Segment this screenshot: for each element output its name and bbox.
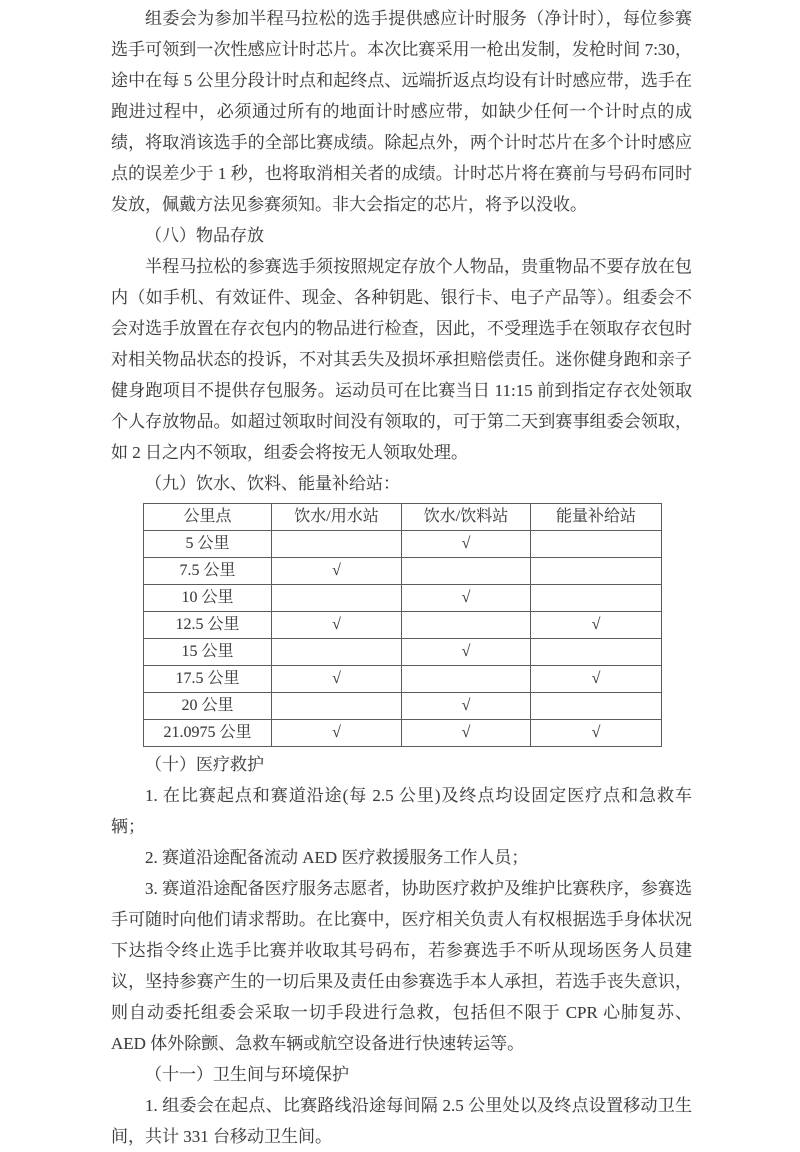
table-row bbox=[144, 558, 662, 585]
paragraph-item-storage: 半程马拉松的参赛选手须按照规定存放个人物品，贵重物品不要存放在包内（如手机、有效证件、现金、各种钥匙、银行卡、电子产品等）。组委会不会对选手放置在存衣包内的物品进行检查，因此，不受理选手在领取存衣包时对相关物品状态的投诉，不对其丢失及损坏承担赔偿责任。迷你健身跑和亲子健身跑项目不提供存包服务。运动员可在比赛当日 11:15 前到指定存衣处领取个人存放物品。如超过领取时间没有领取的，可于第二天到赛事组委会领取，如 2 日之内不领取，组委会将按无人领取处理。 bbox=[111, 257, 692, 462]
heading-section-9-supply-stations: （九）饮水、饮料、能量补给站： bbox=[145, 474, 400, 493]
table-cell-drink: √ bbox=[402, 693, 531, 720]
table-header-cell-energy-station: 能量补给站 bbox=[531, 504, 662, 531]
table-row bbox=[144, 693, 662, 720]
table-cell-water bbox=[272, 531, 402, 558]
table-cell-energy bbox=[531, 531, 662, 558]
table-row bbox=[144, 585, 662, 612]
table-cell-energy bbox=[531, 558, 662, 585]
heading-section-8-item-storage: （八）物品存放 bbox=[145, 226, 264, 245]
table-row bbox=[144, 612, 662, 639]
document-page bbox=[111, 3, 692, 1152]
table-cell-km: 12.5 公里 bbox=[144, 612, 272, 639]
table-cell-water: √ bbox=[272, 558, 402, 585]
heading-section-11-toilets-environment: （十一）卫生间与环境保护 bbox=[145, 1065, 349, 1084]
table-row bbox=[144, 639, 662, 666]
table-cell-energy bbox=[531, 639, 662, 666]
table-header-cell-water-station: 饮水/用水站 bbox=[272, 504, 402, 531]
table-cell-km: 10 公里 bbox=[144, 585, 272, 612]
table-cell-water bbox=[272, 585, 402, 612]
toilets-item-1: 1. 组委会在起点、比赛路线沿途每间隔 2.5 公里处以及终点设置移动卫生间，共计 331 台移动卫生间。 bbox=[111, 1096, 692, 1146]
table-cell-water: √ bbox=[272, 666, 402, 693]
table-cell-water: √ bbox=[272, 720, 402, 747]
table-cell-drink: √ bbox=[402, 720, 531, 747]
table-header-cell-km: 公里点 bbox=[144, 504, 272, 531]
table-cell-drink bbox=[402, 612, 531, 639]
table-cell-drink: √ bbox=[402, 531, 531, 558]
table-cell-water bbox=[272, 639, 402, 666]
table-cell-km: 5 公里 bbox=[144, 531, 272, 558]
table-row bbox=[144, 720, 662, 747]
table-cell-drink bbox=[402, 666, 531, 693]
medical-item-1: 1. 在比赛起点和赛道沿途(每 2.5 公里)及终点均设固定医疗点和急救车辆； bbox=[111, 786, 692, 836]
table-header-row bbox=[144, 504, 662, 531]
table-cell-drink bbox=[402, 558, 531, 585]
table-cell-energy bbox=[531, 693, 662, 720]
table-cell-energy: √ bbox=[531, 612, 662, 639]
table-cell-energy: √ bbox=[531, 720, 662, 747]
table-cell-km: 17.5 公里 bbox=[144, 666, 272, 693]
paragraph-timing-chip: 组委会为参加半程马拉松的选手提供感应计时服务（净计时），每位参赛选手可领到一次性感应计时芯片。本次比赛采用一枪出发制，发枪时间 7:30，途中在每 5 公里分段计时点和起终点、远端折返点均设有计时感应带，选手在跑进过程中，必须通过所有的地面计时感应带，如缺少任何一个计时点的成绩，将取消该选手的全部比赛成绩。除起点外，两个计时芯片在多个计时感应点的误差少于 1 秒，也将取消相关者的成绩。计时芯片将在赛前与号码布同时发放，佩戴方法见参赛须知。非大会指定的芯片，将予以没收。 bbox=[111, 9, 692, 214]
table-cell-water bbox=[272, 693, 402, 720]
table-header-cell-drink-station: 饮水/饮料站 bbox=[402, 504, 531, 531]
table-cell-energy: √ bbox=[531, 666, 662, 693]
table-cell-km: 7.5 公里 bbox=[144, 558, 272, 585]
medical-item-3: 3. 赛道沿途配备医疗服务志愿者，协助医疗救护及维护比赛秩序，参赛选手可随时向他们请求帮助。在比赛中，医疗相关负责人有权根据选手身体状况下达指令终止选手比赛并收取其号码布，若参赛选手不听从现场医务人员建议，坚持参赛产生的一切后果及责任由参赛选手本人承担，若选手丧失意识，则自动委托组委会采取一切手段进行急救，包括但不限于 CPR 心肺复苏、AED 体外除颤、急救车辆或航空设备进行快速转运等。 bbox=[111, 879, 692, 1053]
table-cell-drink: √ bbox=[402, 639, 531, 666]
supply-stations-table bbox=[143, 503, 662, 747]
table-cell-km: 20 公里 bbox=[144, 693, 272, 720]
table-cell-energy bbox=[531, 585, 662, 612]
table-cell-drink: √ bbox=[402, 585, 531, 612]
medical-item-2: 2. 赛道沿途配备流动 AED 医疗救援服务工作人员； bbox=[145, 848, 529, 867]
heading-section-10-medical: （十）医疗救护 bbox=[145, 755, 264, 774]
table-cell-km: 21.0975 公里 bbox=[144, 720, 272, 747]
table-row bbox=[144, 666, 662, 693]
table-row bbox=[144, 531, 662, 558]
table-cell-water: √ bbox=[272, 612, 402, 639]
table-cell-km: 15 公里 bbox=[144, 639, 272, 666]
